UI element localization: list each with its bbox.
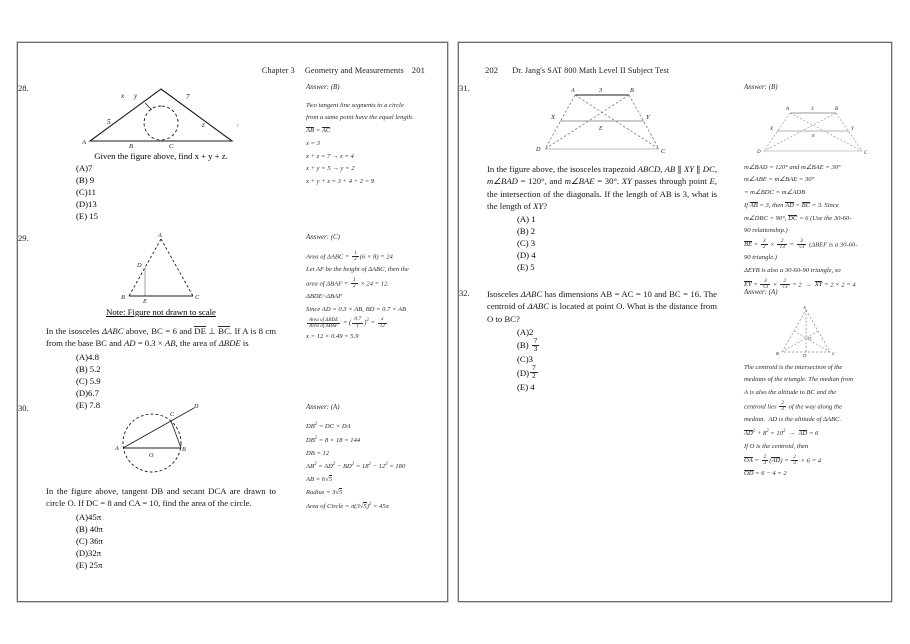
problem-29-answer-label: Answer: (C): [306, 234, 340, 241]
solution-line: Since AD = 0.3 × AB, BD = 0.7 × AB: [306, 305, 407, 313]
solution-line: AB = AC: [306, 127, 331, 135]
solution-line: ΔBDE~ΔBAF: [306, 293, 343, 301]
choice-a[interactable]: (A)4.8: [76, 351, 99, 362]
figure-label-y: y: [133, 92, 137, 100]
choice-e[interactable]: (E) 5: [517, 262, 535, 273]
choice-b[interactable]: (B) 9: [76, 175, 95, 185]
svg-text:C: C: [832, 350, 836, 356]
solution-line: from a same point have the equal length.: [306, 114, 414, 122]
problem-31: [459, 83, 891, 291]
choice-e[interactable]: (E) 4: [517, 381, 535, 392]
figure-label-Y: Y: [646, 114, 650, 121]
solution-line: $DB^2 = 8 \times 18 = 144$: [306, 435, 361, 444]
choice-d[interactable]: (D)13: [76, 199, 97, 209]
figure-label-D: D: [536, 146, 541, 153]
solution-line: The centroid is the intersection of the: [744, 363, 843, 371]
solution-line: x + y = 5 → y = 2: [306, 165, 355, 173]
solution-line: centroid lies $\frac{2}{3}$ of the way along the: [744, 399, 843, 413]
choice-d[interactable]: (D)32π: [76, 547, 102, 558]
choice-a[interactable]: (A)45π: [76, 511, 102, 522]
solution-line: Radius = 3√5: [306, 488, 343, 496]
solution-line: If O is the centroid, then: [744, 442, 809, 450]
solution-line: AB = 6√5: [306, 476, 333, 484]
choice-c[interactable]: (C) 3: [517, 238, 536, 249]
figure-label-A: A: [81, 139, 86, 146]
svg-text:Y: Y: [851, 126, 854, 132]
folio-right: 202: [485, 65, 499, 75]
running-head-left: [262, 65, 425, 75]
problem-28-question: [18, 83, 276, 222]
solution-line: If AB = 3, then AD = BC = 3. Since: [744, 201, 839, 209]
solution-line: OA = $\frac{2}{3}$ (AD) = $\frac{2}{3}$ × 6 = 4: [744, 453, 821, 466]
problem-31-stem: In the figure above, the isosceles trapezoid ABCD, AB ∥ XY ∥ DC, m∠BAD = 120°, and m∠BAE = 30°. XY passes through point E, the intersection of the diagonals. If the length of AB is 3, what is the length of XY?: [487, 164, 718, 212]
choice-b[interactable]: (B) 40π: [76, 523, 103, 534]
solution-line: ΔEYB is also a 30-60-90 triangle, so: [744, 267, 841, 275]
figure-label-z: z: [201, 121, 205, 129]
problem-30: [18, 403, 447, 573]
running-head-right: [485, 65, 669, 75]
solution-line: x + y + z = 3 + 4 + 2 = 9: [306, 178, 375, 186]
problem-31-question: [459, 83, 717, 273]
isosceles-triangle-figure: [101, 233, 221, 305]
problem-30-number: 30.: [18, 403, 29, 413]
figure-label-5: 5: [106, 118, 111, 126]
svg-text:X: X: [770, 126, 774, 132]
choice-d[interactable]: (D) $\frac{7}{2}$: [517, 364, 536, 381]
figure-label-D: D: [137, 262, 142, 269]
figure-label-B: B: [128, 143, 133, 149]
choice-a[interactable]: (A)2: [517, 327, 534, 338]
figure-label-B: B: [182, 446, 186, 453]
solution-line: $AD^2 + 8^2 = 10^2$ → AD = 6: [744, 428, 819, 438]
solution-line: medians of the triangle. The median from: [744, 376, 854, 384]
figure-label-C: C: [661, 148, 666, 155]
figure-label-7: 7: [185, 93, 190, 101]
problem-28-number: 28.: [18, 83, 29, 93]
problem-28-caption: Given the figure above, find x + y + z.: [94, 151, 228, 161]
problem-32-solution-figure: [766, 306, 846, 358]
svg-text:A: A: [803, 305, 806, 310]
svg-text:B: B: [776, 350, 779, 356]
solution-line: $\frac{\text{Area of ΔBDE}}{\text{Area of ΔBAF}}$ = ( $\frac{0.7}{1}$ )$^2$ = $\frac{x}{12}$: [309, 316, 385, 329]
problem-29-choices: [76, 351, 276, 411]
problem-31-answer-label: Answer: (B): [744, 84, 778, 91]
solution-line: m∠ABE = m∠BAE = 30°: [744, 176, 815, 184]
solution-line: median. AD is the altitude of ΔABC.: [744, 416, 842, 424]
solution-line: Area of Circle = $\pi(3√5)^2 = 45\pi$: [306, 501, 389, 510]
solution-line: A is also the altitude to BC and the: [744, 389, 837, 397]
running-head-title-right: Dr. Jang's SAT 800 Math Level II Subject Test: [512, 66, 669, 75]
problem-29-stem: In the isosceles ΔABC above, BC = 6 and DE ⊥ BC. If A is 8 cm from the base BC and AD = 0.3 × AB, the area of ΔBDE is: [46, 326, 276, 349]
choice-d[interactable]: (D) 4: [517, 250, 536, 261]
solution-line: BE = $\frac{3}{2}$ × $\frac{2}{√3}$ = $\frac{3}{√3}$ (ΔBEF is a 30-60-: [744, 238, 858, 251]
solution-line: $DB^2$ = DC × DA: [306, 421, 351, 430]
figure-label-A: A: [115, 445, 119, 452]
solution-line: area of ΔBAF = $\frac{1}{2}$ × 24 = 12.: [306, 276, 390, 290]
solution-line: Area of ΔABC = $\frac{1}{2}$ (6 × 8) = 24: [306, 249, 393, 263]
figure-label-D: D: [194, 403, 199, 410]
figure-label-E: E: [599, 126, 603, 132]
figure-label-3: 3: [599, 87, 603, 94]
running-head-chapter: Chapter 3: [261, 66, 295, 75]
circle-tangent-secant-figure: [96, 403, 226, 479]
problem-30-stem: In the figure above, tangent DB and secant DCA are drawn to circle O. If DC = 8 and CA = 10, find the area of the circle.: [46, 486, 276, 509]
problem-32: [459, 288, 891, 477]
problem-28: [18, 83, 447, 233]
solution-line: DB = 12: [306, 449, 330, 457]
figure-tick-right: ʳ: [236, 123, 238, 130]
problem-29-number: 29.: [18, 233, 29, 243]
figure-label-B: B: [121, 294, 125, 301]
solution-line: Two tangent line segments to a circle: [306, 101, 404, 109]
problem-29-answer: [306, 233, 446, 345]
figure-label-A: A: [158, 233, 162, 239]
problem-28-figure: [46, 83, 276, 149]
figure-label-O: O: [149, 452, 154, 459]
figure-label-x: x: [120, 92, 124, 100]
problem-32-number: 32.: [459, 288, 470, 298]
solution-line: EY = $\frac{3}{√3}$ × $\frac{2}{√3}$ = 2 → XY = 2 × 2 = 4: [744, 277, 856, 291]
problem-31-number: 31.: [459, 83, 470, 93]
problem-32-answer: [744, 288, 884, 482]
problem-30-answer: [306, 403, 446, 514]
problem-28-answer: [306, 83, 446, 190]
choice-e[interactable]: (E) 25π: [76, 559, 103, 570]
solution-line: x = 3: [306, 139, 320, 147]
figure-label-A: A: [571, 87, 575, 94]
svg-text:A: A: [786, 106, 790, 112]
solution-line: = m∠BDC = m∠ADB: [744, 189, 806, 197]
choice-c[interactable]: (C) 5.9: [76, 375, 101, 386]
figure-label-C: C: [195, 294, 200, 301]
triangle-with-inscribed-circle-figure: [74, 83, 249, 149]
svg-text:D: D: [803, 352, 807, 358]
solution-line: 90 relationship.): [744, 227, 788, 235]
choice-e[interactable]: (E) 7.8: [76, 399, 101, 410]
problem-28-answer-label: Answer: (B): [306, 84, 340, 91]
solution-line: 90 triangle.): [744, 254, 777, 262]
svg-text:O: O: [808, 335, 812, 341]
choice-b[interactable]: (B) 5.2: [76, 363, 101, 374]
choice-c[interactable]: (C)11: [76, 187, 96, 197]
choice-c[interactable]: (C)3: [517, 354, 533, 365]
problem-29-note: Note: Figure not drawn to scale: [106, 307, 216, 317]
solution-line: m∠DBC = 90°, DC = 6 (Use the 30-60-: [744, 214, 852, 222]
problem-30-figure: [46, 403, 276, 479]
figure-label-C: C: [168, 143, 173, 149]
isosceles-trapezoid-figure: [527, 83, 677, 157]
problem-29-figure: [46, 233, 276, 305]
problem-31-solution-figure: [750, 101, 878, 159]
solution-line: x = 12 × 0.49 = 5.9: [306, 333, 359, 341]
problem-29-question: [18, 233, 276, 411]
solution-line: OD = 6 − 4 = 2: [744, 469, 787, 477]
choice-a[interactable]: (A) 1: [517, 214, 536, 225]
svg-text:3: 3: [811, 106, 814, 112]
svg-text:B: B: [835, 106, 839, 112]
figure-label-X: X: [551, 114, 556, 121]
problem-32-answer-label: Answer: (A): [744, 289, 778, 296]
solution-line: x + z = 7 → z = 4: [306, 152, 354, 160]
choice-e[interactable]: (E) 15: [76, 211, 98, 221]
problem-28-choices: [76, 162, 276, 222]
solution-line: Let AF be the height of ΔABC, then the: [306, 266, 409, 274]
problem-32-choices: [517, 326, 717, 393]
svg-text:E: E: [812, 132, 815, 138]
svg-text:D: D: [757, 149, 761, 155]
problem-30-choices: [76, 511, 276, 571]
problem-32-stem: Isosceles ΔABC has dimensions AB = AC = 10 and BC = 16. The centroid of ΔABC is located at point O. What is the distance from O to BC?: [487, 289, 718, 324]
problem-32-question: [459, 288, 717, 393]
choice-b[interactable]: (B) 2: [517, 226, 536, 237]
problem-31-choices: [517, 213, 717, 273]
folio-left: 201: [411, 65, 425, 75]
choice-a[interactable]: (A)7: [76, 163, 93, 173]
solution-line: m∠BAD = 120° and m∠BAE = 30°: [744, 163, 841, 171]
running-head-title: Geometry and Measurements: [304, 66, 404, 75]
figure-label-C: C: [170, 411, 175, 418]
page-right: [458, 42, 892, 602]
problem-30-question: [18, 403, 276, 571]
choice-c[interactable]: (C) 36π: [76, 535, 103, 546]
choice-d[interactable]: (D)6.7: [76, 387, 99, 398]
figure-label-B: B: [630, 87, 634, 94]
problem-31-figure: [487, 83, 717, 157]
solution-line: $AB^2 = AD^2 - BD^2 = 18^2 - 12^2 = 180$: [306, 462, 406, 471]
problem-30-answer-label: Answer: (A): [306, 404, 340, 411]
problem-31-answer: [744, 83, 884, 293]
choice-b[interactable]: (B) $\frac{7}{3}$: [517, 337, 538, 354]
figure-label-E: E: [143, 298, 147, 305]
page-left: [17, 42, 448, 602]
svg-text:C: C: [864, 150, 868, 156]
